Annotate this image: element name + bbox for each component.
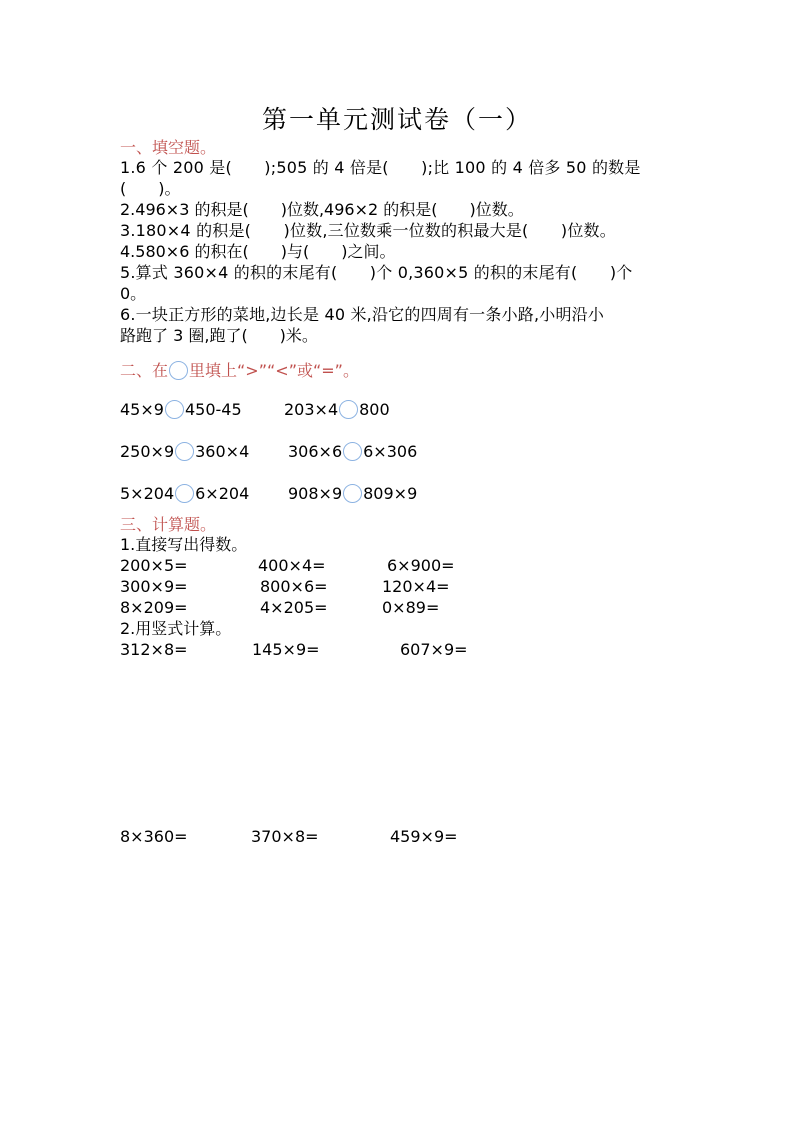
direct-problem: 8×209= (120, 598, 188, 617)
compare-left: 250×9 (120, 442, 175, 461)
direct-problem: 300×9= (120, 577, 188, 596)
vertical-problem: 370×8= (251, 827, 319, 846)
question-line: 1.6 个 200 是( );505 的 4 倍是( );比 100 的 4 倍多 50 的数是 (120, 158, 641, 177)
section1-heading: 一、填空题。 (120, 138, 217, 157)
answer-circle[interactable] (339, 400, 358, 419)
answer-circle[interactable] (343, 484, 362, 503)
answer-circle[interactable] (343, 442, 362, 461)
question-line: 4.580×6 的积在( )与( )之间。 (120, 242, 396, 261)
sub-heading-vertical: 2.用竖式计算。 (120, 619, 232, 638)
compare-left: 5×204 (120, 484, 175, 503)
direct-problem: 120×4= (382, 577, 450, 596)
heading-pre: 二、在 (120, 361, 169, 380)
compare-left: 203×4 (284, 400, 339, 419)
question-line: 5.算式 360×4 的积的末尾有( )个 0,360×5 的积的末尾有( )个 (120, 263, 633, 282)
vertical-problem: 8×360= (120, 827, 188, 846)
direct-problem: 4×205= (260, 598, 328, 617)
compare-right: 360×4 (195, 442, 250, 461)
compare-left: 908×9 (288, 484, 343, 503)
vertical-problem: 145×9= (252, 640, 320, 659)
circle-icon (169, 361, 188, 380)
direct-problem: 800×6= (260, 577, 328, 596)
heading-post: 里填上“>”“<”或“=”。 (189, 361, 359, 380)
compare-item (120, 484, 249, 503)
answer-circle[interactable] (165, 400, 184, 419)
direct-problem: 0×89= (382, 598, 440, 617)
vertical-problem: 607×9= (400, 640, 468, 659)
compare-item (288, 484, 417, 503)
compare-left: 45×9 (120, 400, 164, 419)
page-title: 第一单元测试卷（一） (261, 105, 532, 134)
compare-right: 450-45 (184, 400, 242, 419)
vertical-problem: 459×9= (390, 827, 458, 846)
question-line: 2.496×3 的积是( )位数,496×2 的积是( )位数。 (120, 200, 524, 219)
compare-right: 809×9 (363, 484, 418, 503)
section2-heading (120, 358, 359, 381)
direct-problem: 400×4= (258, 556, 326, 575)
compare-right: 6×306 (363, 442, 418, 461)
compare-left: 306×6 (288, 442, 343, 461)
compare-right: 6×204 (195, 484, 250, 503)
section3-heading: 三、计算题。 (120, 515, 217, 534)
question-line: 路跑了 3 圈,跑了( )米。 (120, 326, 318, 345)
direct-problem: 6×900= (387, 556, 455, 575)
vertical-problem: 312×8= (120, 640, 188, 659)
question-line: 6.一块正方形的菜地,边长是 40 米,沿它的四周有一条小路,小明沿小 (120, 305, 605, 324)
question-line: 3.180×4 的积是( )位数,三位数乘一位数的积最大是( )位数。 (120, 221, 616, 240)
answer-circle[interactable] (175, 484, 194, 503)
sub-heading-direct: 1.直接写出得数。 (120, 535, 248, 554)
answer-circle[interactable] (175, 442, 194, 461)
compare-right: 800 (359, 400, 390, 419)
compare-item (120, 400, 242, 419)
direct-problem: 200×5= (120, 556, 188, 575)
question-line: ( )。 (120, 179, 181, 198)
compare-item (120, 442, 249, 461)
compare-item (288, 442, 417, 461)
compare-item (284, 400, 390, 419)
question-line: 0。 (120, 284, 147, 303)
